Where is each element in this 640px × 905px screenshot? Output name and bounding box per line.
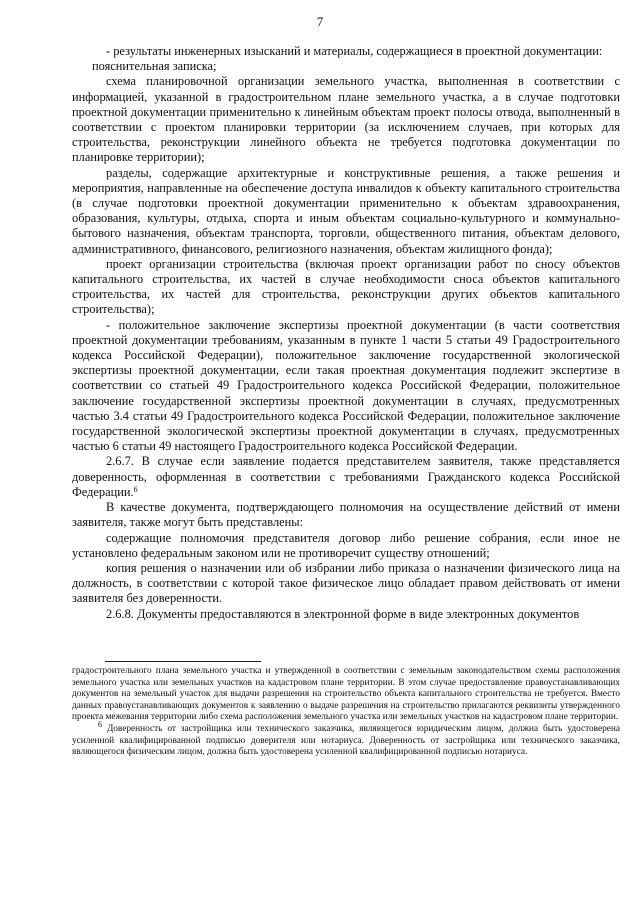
footnote-divider	[105, 661, 261, 662]
footnote-6-marker: 6	[98, 719, 102, 729]
paragraph-expertise-conclusion: - положительное заключение экспертизы проектной документации (в части соответствия проектной документации требованиям, указанным в пункте 1 части 5 статьи 49 Градостроительного кодекса Российской Федерации), положительное заключение государственной экологической экспертизы проектной документации, если такая проектная документация подлежит экспертизе в соответствии со статьей 49 Градостроительного кодекса Российской Федерации, положительное заключение государственной экспертизы проектной документации в случаях, предусмотренных частью 3.4 статьи 49 Градостроительного кодекса Российской Федерации, положительное заключение государственной экологической экспертизы проектной документации в случаях, предусмотренных частью 6 статьи 49 настоящего Градостроительного кодекса Российской Федерации.	[72, 317, 620, 454]
footnote-6	[72, 719, 620, 759]
paragraph-construction-organization: проект организации строительства (включая проект организации работ по сносу объектов капитального строительства, их частей в случае необходимости сноса объектов капитального строительства, их частей для строительства, реконструкции других объектов капитального строительства);	[72, 256, 620, 317]
footnote-ref-6: 6	[133, 484, 138, 494]
paragraph-appointment-copy: копия решения о назначении или об избрании либо приказа о назначении физического лица на должность, в соответствии с которой такое физическое лицо обладает правом действовать от имени заявителя без доверенности.	[72, 560, 620, 606]
paragraph-2-6-7	[72, 454, 620, 500]
footnote-6-text: Доверенность от застройщика или технического заказчика, являющегося юридическим лицом, должна быть удостоверена усиленной квалифицированной подписью доверителя или нотариуса. Доверенность от застройщика или технического заказчика, являющегося физическим лицом, должна быть удостоверена усиленной квалифицированной подписью нотариуса.	[72, 723, 620, 758]
paragraph-explanatory-note: пояснительная записка;	[92, 59, 217, 74]
footnotes	[72, 666, 620, 759]
paragraph-2-6-8: 2.6.8. Документы предоставляются в электронной форме в виде электронных документов	[106, 606, 580, 621]
paragraph-architectural-sections: разделы, содержащие архитектурные и конструктивные решения, а также решения и мероприятия, направленные на обеспечение доступа инвалидов к объекту капитального строительства (в случае подготовки проектной документации применительно к объектам здравоохранения, образования, культуры, отдыха, спорта и иным объектам социально-культурного и коммунально-бытового назначения, объектам транспорта, торговли, общественного питания, объектам делового, административного, финансового, религиозного назначения, объектам жилищного фонда);	[72, 165, 620, 256]
paragraph-site-plan: схема планировочной организации земельного участка, выполненная в соответствии с информацией, указанной в градостроительном плане земельного участка, а в случае подготовки проектной документации применительно к линейным объектам проект полосы отвода, выполненный в соответствии с проектом планировки территории (за исключением случаев, при которых для строительства, реконструкции линейного объекта не требуется подготовка документации по планировке территории);	[72, 74, 620, 165]
page-number: 7	[316, 14, 324, 29]
body-text	[72, 44, 620, 622]
footnote-continuation: градостроительного плана земельного участка и утвержденной в соответствии с земельным законодательством схемы расположения земельного участка или земельных участков на кадастровом плане территории. В этом случае предоставление правоустанавливающих документов на земельный участок для выдачи разрешения на строительство объекта капитального строительства не требуется. Вместо данных правоустанавливающих документов к заявлению о выдаче разрешения на строительство прилагаются реквизиты утвержденного проекта межевания территории либо схема расположения земельного участка или земельных участков на кадастровом плане территории.	[72, 666, 620, 723]
paragraph-contract-or-decision: содержащие полномочия представителя договор либо решение собрания, если иное не установлено федеральным законом или не противоречит существу отношений;	[72, 530, 620, 560]
paragraph-authority-documents: В качестве документа, подтверждающего полномочия на осуществление действий от имени заявителя, также могут быть представлены:	[72, 500, 620, 530]
paragraph-survey-results: - результаты инженерных изысканий и материалы, содержащиеся в проектной документации:	[106, 44, 603, 58]
paragraph-2-6-7-text: 2.6.7. В случае если заявление подается представителем заявителя, также представляется доверенность, оформленная в соответствии с требованиями Гражданского кодекса Российской Федерации.	[72, 454, 620, 499]
